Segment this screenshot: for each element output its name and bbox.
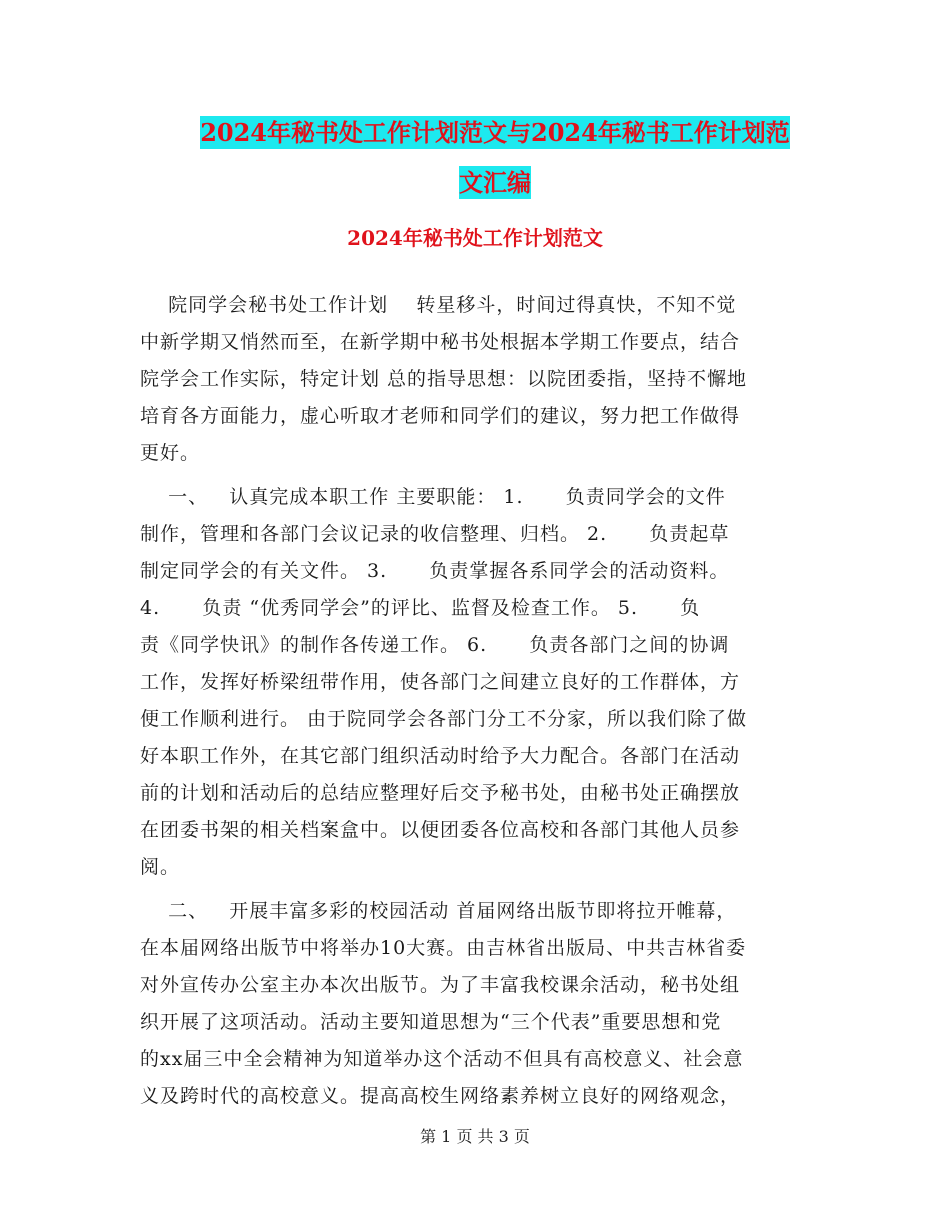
paragraph-line: 制定同学会的有关文件。 3. 负责掌握各系同学会的活动资料。 [140,560,730,582]
paragraph-gap [140,886,808,893]
paragraph-line: 义及跨时代的高校意义。提高高校生网络素养树立良好的网络观念， [140,1085,741,1107]
paragraph-line: 工作，发挥好桥梁纽带作用，使各部门之间建立良好的工作群体，方 [140,671,741,693]
section-title: 2024年秘书处工作计划范文 [347,226,603,250]
document-title-line-2: 文汇编 [459,168,531,197]
paragraph [140,479,808,886]
paragraph-line: 对外宣传办公室主办本次出版节。为了丰富我校课余活动，秘书处组 [140,974,741,996]
paragraph-line: 4. 负责 “优秀同学会”的评比、监督及检查工作。 5. 负 [140,597,701,619]
paragraph-gap [140,472,808,479]
paragraph-line: 二、 开展丰富多彩的校园活动 首届网络出版节即将拉开帷幕， [140,900,737,922]
paragraph-line: 便工作顺利进行。 由于院同学会各部门分工不分家，所以我们除了做 [140,708,748,730]
paragraph-line: 培育各方面能力，虚心听取才老师和同学们的建议，努力把工作做得 [140,405,741,427]
page-number-footer: 第 1 页 共 3 页 [420,1127,530,1146]
paragraph-line: 院同学会秘书处工作计划 转星移斗，时间过得真快，不知不觉 [140,294,737,316]
paragraph [140,893,808,1115]
paragraph-line: 在团委书架的相关档案盒中。以便团委各位高校和各部门其他人员参 [140,819,741,841]
document-body [140,287,808,1115]
paragraph-line: 更好。 [140,442,201,464]
document-title-line-1: 2024年秘书处工作计划范文与2024年秘书工作计划范 [200,118,790,147]
paragraph-line: 一、 认真完成本职工作 主要职能： 1. 负责同学会的文件 [140,486,726,508]
paragraph-line: 在本届网络出版节中将举办10大赛。由吉林省出版局、中共吉林省委 [140,937,747,959]
paragraph-line: 制作，管理和各部门会议记录的收信整理、归档。 2. 负责起草 [140,523,730,545]
paragraph [140,287,808,472]
paragraph-line: 中新学期又悄然而至，在新学期中秘书处根据本学期工作要点，结合 [140,331,741,353]
document-title [140,108,850,208]
paragraph-line: 好本职工作外，在其它部门组织活动时给予大力配合。各部门在活动 [140,745,741,767]
paragraph-line: 织开展了这项活动。活动主要知道思想为“三个代表”重要思想和党 [140,1011,722,1033]
paragraph-line: 阅。 [140,856,181,878]
paragraph-line: 的xx届三中全会精神为知道举办这个活动不但具有高校意义、社会意 [140,1048,744,1070]
paragraph-line: 责《同学快讯》的制作各传递工作。 6. 负责各部门之间的协调 [140,634,730,656]
paragraph-line: 院学会工作实际，特定计划 总的指导思想：以院团委指，坚持不懈地 [140,368,748,390]
paragraph-line: 前的计划和活动后的总结应整理好后交予秘书处，由秘书处正确摆放 [140,782,741,804]
